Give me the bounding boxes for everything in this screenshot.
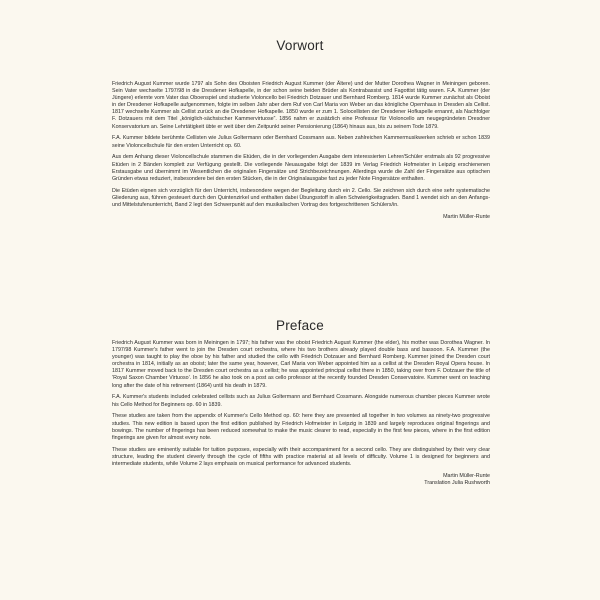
preface-signature: Martin Müller-Runte (443, 472, 490, 479)
preface-body (112, 340, 490, 492)
preface-signature-block (112, 473, 490, 487)
vorwort-body (112, 81, 490, 226)
preface-paragraph-3: These studies are taken from the appendix of Kummer's Cello Method op. 60: here they are presented all together in two volumes as ninety-two progressive studies. This new edition is based upon the first edition published by Friedrich Hofmeister in Leipzig in 1839 and largely reproduces original fingerings and bowings. The number of fingerings has been reduced somewhat to make the music clearer to read, especially in the first few pieces, where in the first edition fingerings are given for almost every note. (112, 413, 490, 441)
vorwort-heading: Vorwort (276, 38, 324, 53)
vorwort-paragraph-3: Aus dem Anhang dieser Violoncellschule stammen die Etüden, die in der vorliegenden Ausgabe dem interessierten Lehrer/Schüler erstmals als 92 progressive Etüden in 2 Bänden komplett zur Verfügung gestellt. Die vorliegende Neuausgabe folgt der 1839 im Verlag Friedrich Hofmeister in Leipzig erschienenen Erstausgabe und übernimmt im Wesentlichen die originalen Fingersätze und Strichbezeichnungen. Allerdings wurde die Zahl der Fingersätze aus optischen Gründen etwas reduziert, insbesondere bei den ersten Stücken, die in der Originalausgabe fast zu jeder Note Fingersätze enthalten. (112, 154, 490, 182)
vorwort-paragraph-1: Friedrich August Kummer wurde 1797 als Sohn des Oboisten Friedrich August Kummer (der Ältere) und der Mutter Dorothea Wagner in Meiningen geboren. Sein Vater wechselte 1797/98 in die Dresdener Hofkapelle, in der schon seine beiden Brüder als Kontrabassist und Fagottist tätig waren. F.A. Kummer (der Jüngere) erlernte vom Vater das Oboenspiel und studierte Violoncello bei Friedrich Dotzauer und Bernhard Romberg. 1814 wurde Kummer zunächst als Oboist in der Dresdener Hofkapelle aufgenommen, folgte im selben Jahr aber dem Ruf von Carl Maria von Weber an das königliche Opernhaus in Dresden als Cellist. 1817 wechselte Kummer als Cellist zurück an die Dresdener Hofkapelle. 1850 wurde er zum 1. Solocellisten der Dresdener Hofkapelle ernannt, als Nachfolger F. Dotzauers mit dem Titel „königlich-sächsischer Kammervirtuose“. 1856 nahm er zusätzlich eine Professur für Violoncello am neugegründeten Dresdner Konservatorium an. Seine Lehrtätigkeit übte er weit über den Zeitpunkt seiner Pensionierung (1864) hinaus aus, bis zu seinem Tode 1879. (112, 81, 490, 130)
preface-heading: Preface (276, 318, 324, 333)
preface-paragraph-1: Friedrich August Kummer was born in Meiningen in 1797; his father was the oboist Friedrich August Kummer (the elder), his mother was Dorothea Wagner. In 1797/98 Kummer's father went to join the Dresden court orchestra, where his two brothers already played double bass and bassoon. F.A. Kummer (the younger) was taught to play the oboe by his father and studied the cello with Friedrich Dotzauer and Bernhard Romberg. Kummer joined the Dresden court orchestra in 1814, initially as an oboist; later the same year, however, Carl Maria von Weber appointed him as a cellist at the Dresden Royal Opera house. In 1817 Kummer moved back to the Dresden court orchestra as a cellist; he was appointed principal cellist there in 1850, taking over from F. Dotzauer the title of ‘Royal Saxon Chamber Virtuoso’. In 1856 he also took on a post as cello professor at the recently founded Dresden Conservatoire. Kummer went on teaching long after the date of his retirement (1864) until his death in 1879. (112, 340, 490, 389)
preface-paragraph-4: These studies are eminently suitable for tuition purposes, especially with their accompaniment for a second cello. They are distinguished by their very clear structure, leading the student cleverly through the cycle of fifths with practice material at all levels of difficulty. Volume 1 is designed for beginners and intermediate students, while Volume 2 lays emphasis on musical performance for advanced students. (112, 446, 490, 467)
vorwort-signature: Martin Müller-Runte (443, 213, 490, 220)
vorwort-paragraph-4: Die Etüden eignen sich vorzüglich für den Unterricht, insbesondere wegen der Begleitung durch ein 2. Cello. Sie zeichnen sich durch eine sehr systematische Gliederung aus, führen gesteuert durch den Quintenzirkel und enthalten dabei Übungsstoff in allen Schwierigkeitsgraden. Band 1 wendet sich an den Anfangs- und Mittelstufenunterricht, Band 2 legt den Schwerpunkt auf den musikalischen Vortrag des fortgeschrittenen Schülers/in. (112, 187, 490, 208)
preface-translation-credit: Translation Julia Rushworth (424, 479, 490, 486)
preface-paragraph-2: F.A. Kummer's students included celebrated cellists such as Julius Goltermann and Bernhard Cossmann. Alongside numerous chamber pieces Kummer wrote his Cello Method for Beginners op. 60 in 1839. (112, 394, 490, 408)
vorwort-paragraph-2: F.A. Kummer bildete berühmte Cellisten wie Julius Goltermann oder Bernhard Cossmann aus. Neben zahlreichen Kammermusikwerken schrieb er schon 1839 seine Violoncellschule für den ersten Unterricht op. 60. (112, 135, 490, 149)
